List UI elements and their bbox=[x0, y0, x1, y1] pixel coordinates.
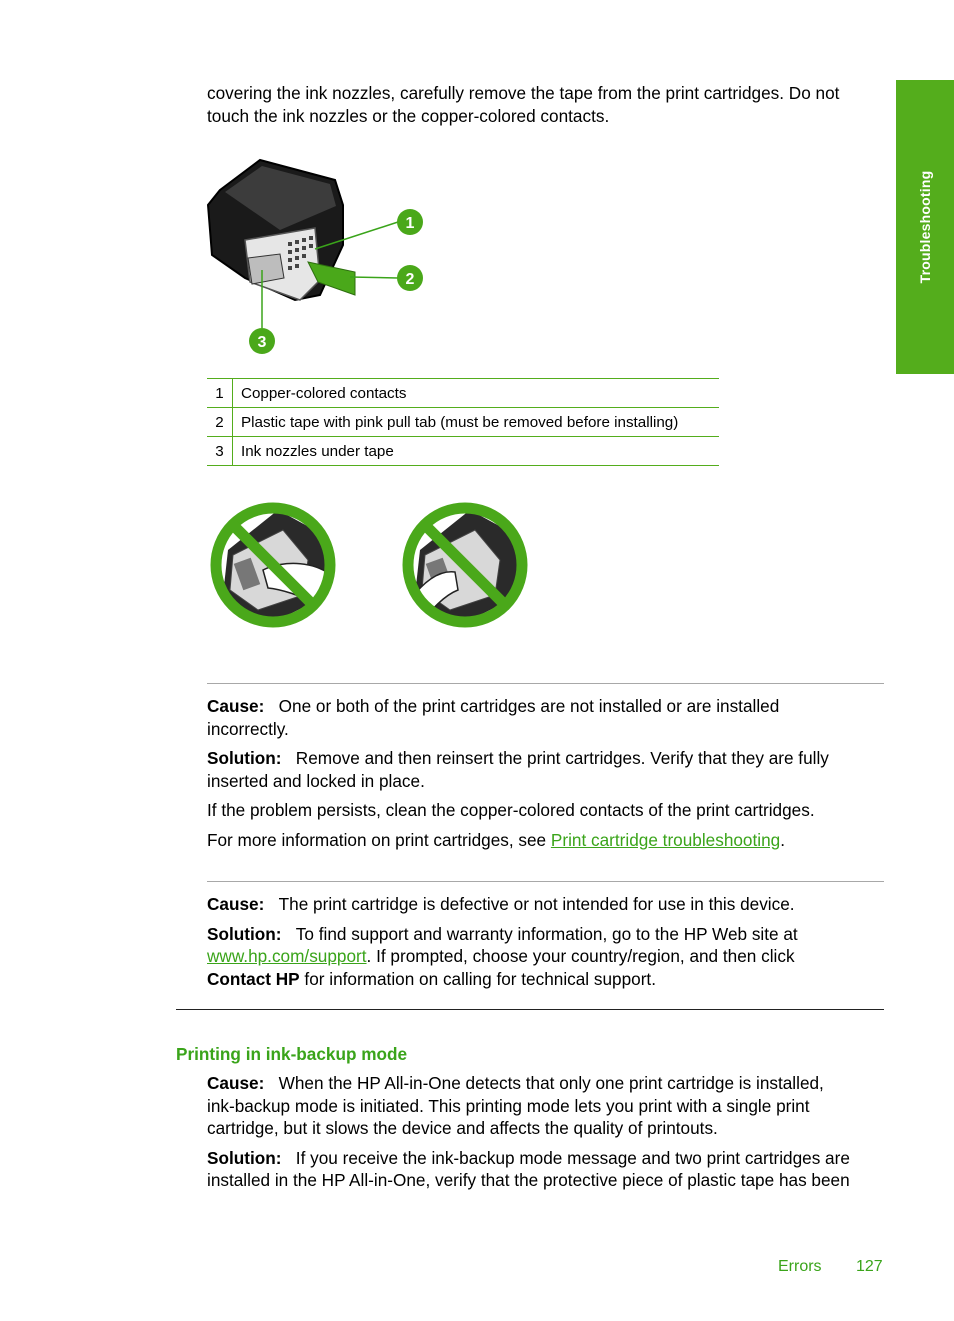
print-cartridge-troubleshooting-link[interactable]: Print cartridge troubleshooting bbox=[550, 829, 781, 850]
cause-text-continued: incorrectly. bbox=[207, 718, 289, 739]
divider bbox=[207, 881, 884, 882]
cause-label: Cause: bbox=[207, 696, 265, 716]
ink-backup-block bbox=[207, 1072, 897, 1192]
more-info-suffix: . bbox=[780, 829, 785, 850]
cause-solution-block-2 bbox=[207, 893, 887, 990]
legend-description: Plastic tape with pink pull tab (must be removed before installing) bbox=[233, 408, 720, 437]
cause-text-continued: ink-backup mode is initiated. This printing mode lets you print with a single print bbox=[207, 1095, 810, 1116]
intro-paragraph bbox=[207, 82, 897, 127]
more-info-line bbox=[207, 829, 887, 852]
legend-row bbox=[207, 408, 719, 437]
solution-text-continued: inserted and locked in place. bbox=[207, 770, 425, 791]
legend-number: 2 bbox=[207, 408, 233, 437]
solution-line bbox=[207, 923, 887, 946]
solution-label: Solution: bbox=[207, 748, 282, 769]
cause-solution-block-1 bbox=[207, 695, 887, 852]
cause-text: The print cartridge is defective or not intended for use in this device. bbox=[278, 894, 795, 914]
contact-hp-label: Contact HP bbox=[207, 968, 300, 989]
legend-table bbox=[207, 378, 719, 466]
cause-label: Cause: bbox=[207, 894, 265, 914]
solution-text-continued: installed in the HP All-in-One, verify that the protective piece of plastic tape has been bbox=[207, 1170, 850, 1191]
intro-line-1: covering the ink nozzles, carefully remove the tape from the print cartridges. Do not bbox=[207, 83, 840, 103]
solution-text-2: . If prompted, choose your country/region, and then click bbox=[366, 946, 795, 967]
cause-text: When the HP All-in-One detects that only one print cartridge is installed, bbox=[278, 1073, 824, 1093]
solution-text: Remove and then reinsert the print cartridges. Verify that they are fully bbox=[295, 748, 829, 769]
legend-row bbox=[207, 437, 719, 466]
solution-text-3: for information on calling for technical support. bbox=[299, 968, 656, 989]
intro-line-2: touch the ink nozzles or the copper-colored contacts. bbox=[207, 105, 610, 126]
footer-page-number: 127 bbox=[856, 1258, 883, 1275]
section-divider bbox=[176, 1009, 884, 1010]
callout-3-label: 3 bbox=[257, 334, 267, 351]
hp-support-link[interactable]: www.hp.com/support bbox=[207, 946, 367, 967]
solution-text-continued bbox=[207, 945, 887, 968]
legend-description: Copper-colored contacts bbox=[233, 379, 720, 408]
cause-line bbox=[207, 695, 887, 718]
side-tab bbox=[896, 80, 954, 374]
solution-text: To find support and warranty information, go to the HP Web site at bbox=[295, 923, 798, 944]
solution-label: Solution: bbox=[207, 1147, 282, 1168]
do-not-touch-nozzles-icon bbox=[400, 500, 530, 630]
solution-label: Solution: bbox=[207, 923, 282, 944]
cause-line bbox=[207, 893, 887, 916]
cause-label: Cause: bbox=[207, 1073, 265, 1093]
more-info-prefix: For more information on print cartridges, see bbox=[207, 829, 551, 850]
legend-row bbox=[207, 379, 719, 408]
callout-2-label: 2 bbox=[405, 271, 415, 288]
cause-text: One or both of the print cartridges are not installed or are installed bbox=[278, 696, 780, 716]
solution-line bbox=[207, 747, 887, 770]
footer-section-label: Errors bbox=[778, 1258, 822, 1275]
solution-text: If you receive the ink-backup mode message and two print cartridges are bbox=[295, 1147, 850, 1168]
legend-number: 1 bbox=[207, 379, 233, 408]
divider bbox=[207, 683, 884, 684]
solution-line bbox=[207, 1147, 897, 1170]
do-not-touch-contacts-icon bbox=[208, 500, 338, 630]
side-tab-label: Troubleshooting bbox=[917, 170, 933, 284]
persist-text: If the problem persists, clean the copper-colored contacts of the print cartridges. bbox=[207, 800, 815, 821]
section-heading: Printing in ink-backup mode bbox=[176, 1044, 408, 1064]
solution-text-continued bbox=[207, 968, 887, 991]
cause-line bbox=[207, 1072, 897, 1095]
legend-description: Ink nozzles under tape bbox=[233, 437, 720, 466]
cartridge-illustration bbox=[200, 150, 440, 362]
callout-1-label: 1 bbox=[405, 215, 415, 232]
legend-number: 3 bbox=[207, 437, 233, 466]
cause-text-continued: cartridge, but it slows the device and affects the quality of printouts. bbox=[207, 1118, 718, 1139]
